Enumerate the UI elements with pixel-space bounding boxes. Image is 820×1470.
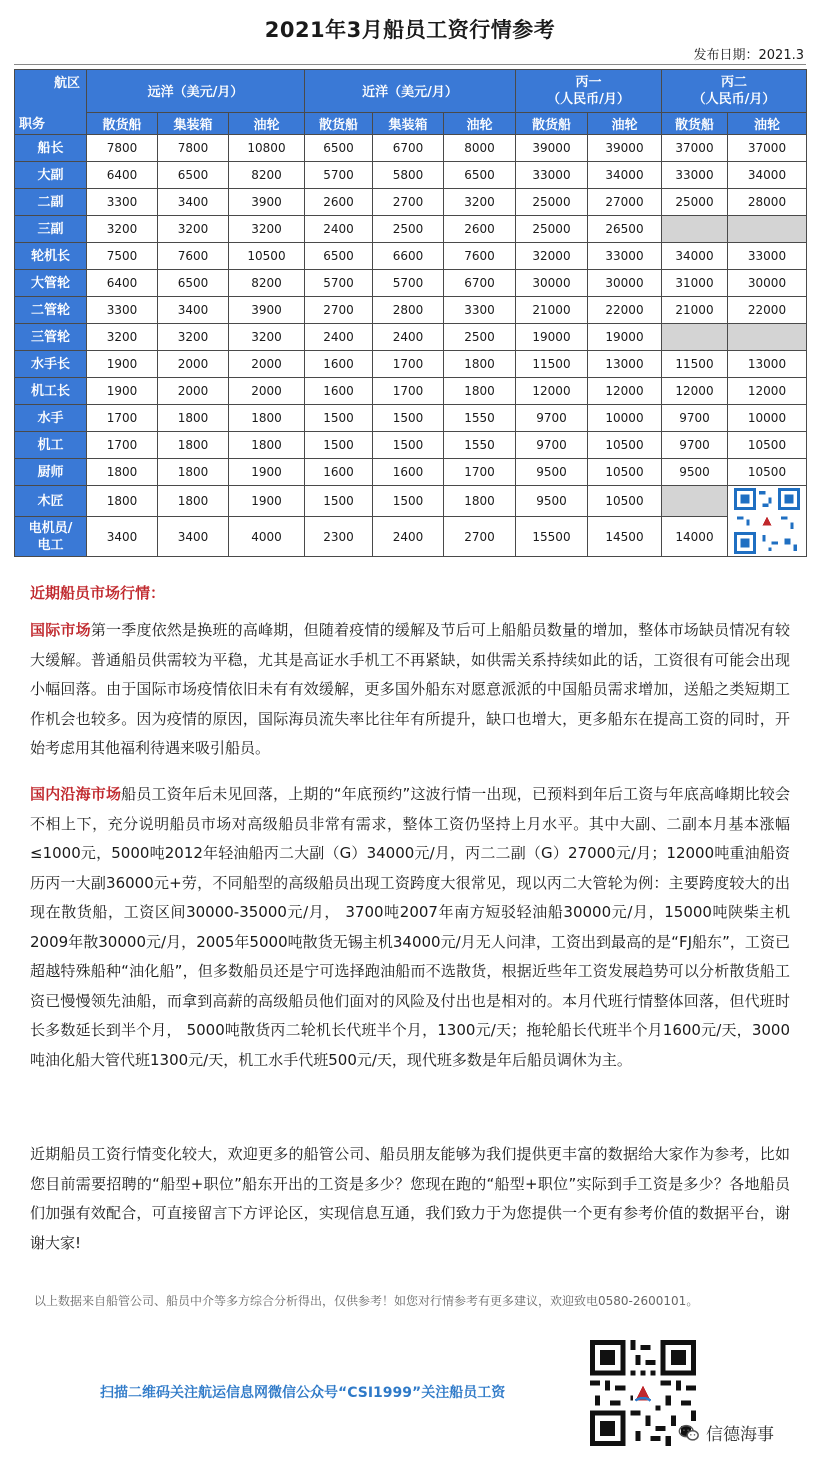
wage-cell: 3900	[229, 189, 305, 216]
publish-date: 发布日期：2021.3	[693, 48, 804, 63]
wage-cell: 25000	[662, 189, 728, 216]
empty-cell	[662, 324, 728, 351]
intl-market-label: 国际市场	[30, 621, 91, 639]
watermark	[678, 1420, 774, 1445]
table-row	[15, 189, 807, 216]
wage-cell: 6700	[444, 270, 516, 297]
role-cell: 二管轮	[15, 297, 87, 324]
wage-cell: 12000	[728, 378, 807, 405]
table-row	[15, 270, 807, 297]
wage-cell: 34000	[662, 243, 728, 270]
table-row	[15, 324, 807, 351]
wage-cell: 12000	[662, 378, 728, 405]
role-cell: 水手	[15, 405, 87, 432]
wage-cell: 1900	[87, 378, 158, 405]
wage-cell: 1550	[444, 405, 516, 432]
wage-cell: 1800	[158, 459, 229, 486]
wage-cell: 1800	[87, 486, 158, 517]
appeal-paragraph: 近期船员工资行情变化较大，欢迎更多的船管公司、船员朋友能够为我们提供更丰富的数据给大家作为参考，比如您目前需要招聘的“船型+职位”船东开出的工资是多少？您现在跑的“船型+职位”实际到手工资是多少？各地船员们加强有效配合，可直接留言下方评论区，实现信息互通，我们致力于为您提供一个更有参考价值的数据平台，谢谢大家!	[30, 1145, 790, 1252]
wage-cell: 9700	[516, 405, 588, 432]
title-divider	[14, 64, 806, 65]
wage-cell: 9700	[662, 432, 728, 459]
qr-cell	[728, 486, 807, 557]
wage-cell: 1800	[444, 486, 516, 517]
wage-cell: 3400	[158, 189, 229, 216]
wage-cell: 1500	[305, 486, 373, 517]
wage-cell: 1600	[373, 459, 444, 486]
wage-cell: 2400	[305, 216, 373, 243]
ship-type-header: 散货船	[516, 112, 588, 134]
ship-type-header: 散货船	[87, 112, 158, 134]
wage-cell: 3400	[158, 517, 229, 557]
wage-cell: 1900	[87, 351, 158, 378]
corner-label-role: 职务	[19, 117, 46, 132]
role-cell: 厨师	[15, 459, 87, 486]
wage-cell: 9500	[516, 486, 588, 517]
wage-cell: 3200	[229, 216, 305, 243]
wage-cell: 5700	[305, 162, 373, 189]
ship-type-header: 油轮	[728, 112, 807, 134]
wage-cell: 30000	[588, 270, 662, 297]
wage-cell: 13000	[728, 351, 807, 378]
wage-cell: 1700	[87, 432, 158, 459]
table-corner-header	[15, 70, 87, 135]
wage-cell: 2000	[158, 378, 229, 405]
role-cell: 机工长	[15, 378, 87, 405]
wage-cell: 2700	[444, 517, 516, 557]
wage-cell: 1500	[373, 486, 444, 517]
wage-cell: 1700	[444, 459, 516, 486]
corner-label-region: 航区	[53, 76, 80, 91]
wage-cell: 3300	[87, 189, 158, 216]
market-heading: 近期船员市场行情：	[30, 584, 166, 602]
role-cell: 大副	[15, 162, 87, 189]
table-row	[15, 378, 807, 405]
wage-cell: 1800	[444, 378, 516, 405]
empty-cell	[662, 216, 728, 243]
wage-cell: 3400	[158, 297, 229, 324]
wage-cell: 3200	[158, 216, 229, 243]
wage-cell: 7500	[87, 243, 158, 270]
wage-cell: 33000	[588, 243, 662, 270]
intl-market-text: 第一季度依然是换班的高峰期，但随着疫情的缓解及节后可上船船员数量的增加，整体市场缺员情况有较大缓解。普通船员供需较为平稳，尤其是高证水手机工不再紧缺，如供需关系持续如此的话，工资很有可能会出现小幅回落。由于国际市场疫情依旧未有有效缓解，更多国外船东对愿意派派的中国船员需求增加，送船之类短期工作机会也较多。因为疫情的原因，国际海员流失率比往年有所提升，缺口也增大，更多船东在提高工资的同时，开始考虑用其他福利待遇来吸引船员。	[30, 621, 790, 757]
table-row	[15, 486, 807, 517]
intl-market-paragraph	[30, 616, 790, 764]
wage-cell: 5700	[305, 270, 373, 297]
wage-cell: 19000	[516, 324, 588, 351]
wage-cell: 11500	[662, 351, 728, 378]
ship-type-header-row	[15, 112, 807, 134]
wage-cell: 2700	[305, 297, 373, 324]
wage-cell: 37000	[728, 135, 807, 162]
wage-cell: 5800	[373, 162, 444, 189]
wage-cell: 2800	[373, 297, 444, 324]
wage-cell: 9700	[516, 432, 588, 459]
wage-cell: 6600	[373, 243, 444, 270]
wage-cell: 2000	[158, 351, 229, 378]
wage-cell: 33000	[662, 162, 728, 189]
wage-cell: 1800	[87, 459, 158, 486]
wage-cell: 14500	[588, 517, 662, 557]
table-row	[15, 297, 807, 324]
scan-qr-instruction: 扫描二维码关注航运信息网微信公众号“CSI1999”关注船员工资	[100, 1385, 506, 1401]
ship-type-header: 散货船	[305, 112, 373, 134]
wage-cell: 21000	[516, 297, 588, 324]
table-row	[15, 216, 807, 243]
wage-cell: 30000	[516, 270, 588, 297]
wage-cell: 10500	[588, 432, 662, 459]
wage-cell: 2000	[229, 351, 305, 378]
wage-cell: 6500	[444, 162, 516, 189]
wage-cell: 1500	[305, 432, 373, 459]
wage-cell: 8200	[229, 270, 305, 297]
ship-type-header: 油轮	[229, 112, 305, 134]
role-cell: 船长	[15, 135, 87, 162]
wage-cell: 15500	[516, 517, 588, 557]
wage-cell: 9700	[662, 405, 728, 432]
wage-cell: 2400	[373, 324, 444, 351]
role-cell: 电机员/ 电工	[15, 517, 87, 557]
wage-cell: 22000	[728, 297, 807, 324]
wage-cell: 8200	[229, 162, 305, 189]
wage-cell: 6500	[158, 270, 229, 297]
wage-cell: 1800	[444, 351, 516, 378]
role-cell: 水手长	[15, 351, 87, 378]
table-row	[15, 135, 807, 162]
wage-cell: 26500	[588, 216, 662, 243]
watermark-text: 信德海事	[706, 1425, 774, 1445]
wage-cell: 10500	[588, 486, 662, 517]
wage-table	[14, 69, 807, 557]
role-cell: 大管轮	[15, 270, 87, 297]
wage-cell: 5700	[373, 270, 444, 297]
ship-type-header: 油轮	[588, 112, 662, 134]
wage-cell: 39000	[516, 135, 588, 162]
wage-cell: 2400	[373, 517, 444, 557]
wage-cell: 30000	[728, 270, 807, 297]
wechat-icon	[678, 1422, 700, 1444]
region-header-ocean: 远洋（美元/月）	[87, 70, 305, 113]
wage-cell: 1500	[373, 432, 444, 459]
wage-cell: 6500	[305, 243, 373, 270]
wage-cell: 3300	[444, 297, 516, 324]
wage-cell: 13000	[588, 351, 662, 378]
table-row	[15, 459, 807, 486]
wage-cell: 11500	[516, 351, 588, 378]
domestic-market-label: 国内沿海市场	[30, 785, 122, 803]
wage-cell: 1700	[373, 378, 444, 405]
wage-cell: 1800	[229, 405, 305, 432]
role-cell: 三副	[15, 216, 87, 243]
ship-type-header: 散货船	[662, 112, 728, 134]
wage-cell: 8000	[444, 135, 516, 162]
wage-cell: 4000	[229, 517, 305, 557]
ship-type-header: 集装箱	[158, 112, 229, 134]
table-row	[15, 432, 807, 459]
empty-cell	[662, 486, 728, 517]
wage-cell: 2000	[229, 378, 305, 405]
wage-table-body	[15, 135, 807, 557]
wage-cell: 2500	[444, 324, 516, 351]
empty-cell	[728, 216, 807, 243]
source-note: 以上数据来自船管公司、船员中介等多方综合分析得出，仅供参考！如您对行情参考有更多建议，欢迎致电0580-2600101。	[34, 1294, 699, 1308]
ship-type-header: 油轮	[444, 112, 516, 134]
wage-cell: 32000	[516, 243, 588, 270]
wage-cell: 3200	[87, 216, 158, 243]
wage-cell: 1900	[229, 486, 305, 517]
region-header-near-sea: 近洋（美元/月）	[305, 70, 516, 113]
wage-cell: 1700	[373, 351, 444, 378]
wage-cell: 10500	[728, 432, 807, 459]
wage-cell: 3400	[87, 517, 158, 557]
wage-cell: 3200	[87, 324, 158, 351]
qr-code-icon	[734, 488, 800, 554]
wage-cell: 10500	[229, 243, 305, 270]
wage-cell: 1800	[229, 432, 305, 459]
wage-cell: 3300	[87, 297, 158, 324]
empty-cell	[728, 324, 807, 351]
table-row	[15, 243, 807, 270]
wage-cell: 1700	[87, 405, 158, 432]
wage-cell: 7600	[158, 243, 229, 270]
wage-cell: 6400	[87, 270, 158, 297]
wage-cell: 1600	[305, 459, 373, 486]
table-row	[15, 405, 807, 432]
wage-cell: 1600	[305, 378, 373, 405]
wage-cell: 39000	[588, 135, 662, 162]
wage-cell: 10500	[588, 459, 662, 486]
ship-type-header: 集装箱	[373, 112, 444, 134]
role-cell: 轮机长	[15, 243, 87, 270]
wage-cell: 34000	[728, 162, 807, 189]
wage-cell: 27000	[588, 189, 662, 216]
wage-cell: 2400	[305, 324, 373, 351]
wage-cell: 6500	[305, 135, 373, 162]
wage-cell: 25000	[516, 189, 588, 216]
wage-cell: 31000	[662, 270, 728, 297]
role-cell: 二副	[15, 189, 87, 216]
wage-cell: 33000	[516, 162, 588, 189]
wage-cell: 12000	[588, 378, 662, 405]
wage-cell: 3200	[158, 324, 229, 351]
wage-cell: 2300	[305, 517, 373, 557]
wage-cell: 12000	[516, 378, 588, 405]
wage-cell: 34000	[588, 162, 662, 189]
wage-cell: 10000	[588, 405, 662, 432]
wage-cell: 6500	[158, 162, 229, 189]
wage-cell: 2600	[305, 189, 373, 216]
wage-cell: 21000	[662, 297, 728, 324]
wage-cell: 1500	[305, 405, 373, 432]
role-cell: 机工	[15, 432, 87, 459]
wage-cell: 3200	[229, 324, 305, 351]
wage-cell: 25000	[516, 216, 588, 243]
table-row	[15, 351, 807, 378]
domestic-market-text: 船员工资年后未见回落，上期的“年底预约”这波行情一出现，已预料到年后工资与年底高峰期比较会不相上下，充分说明船员市场对高级船员非常有需求，整体工资仍坚持上月水平。其中大副、二副本月基本涨幅≤1000元，5000吨2012年轻油船丙二大副（G）34000元/月，丙二二副（G）27000元/月；12000吨重油船资历丙一大副36000元+劳，不同船型的高级船员出现工资跨度大很常见，现以丙二大管轮为例：主要跨度较大的出现在散货船，工资区间30000-35000元/月， 3700吨2007年南方短驳轻油船30000元/月，15000吨陕柴主机2009年散30000元/月，2005年5000吨散货无锡主机34000元/月无人问津，工资出到最高的是“FJ船东”，工资已超越特殊船种“油化船”，但多数船员还是宁可选择跑油船而不选散货，根据近些年工资发展趋势可以分析散货船工资已慢慢领先油船，而拿到高薪的高级船员他们面对的风险及付出也是相对的。本月代班行情整体回落，但代班时长多数延长到半个月， 5000吨散货丙二轮机长代班半个月，1300元/天；拖轮船长代班半个月1600元/天，3000吨油化船大管代班1300元/天，机工水手代班500元/天，现代班多数是年后船员调休为主。	[30, 785, 790, 1069]
region-header-bing1: 丙一 （人民币/月）	[516, 70, 662, 113]
wage-cell: 6700	[373, 135, 444, 162]
wage-cell: 3200	[444, 189, 516, 216]
wage-cell: 9500	[516, 459, 588, 486]
region-header-bing2: 丙二 （人民币/月）	[662, 70, 807, 113]
wage-cell: 1900	[229, 459, 305, 486]
wage-cell: 2500	[373, 216, 444, 243]
wage-cell: 19000	[588, 324, 662, 351]
wage-cell: 10500	[728, 459, 807, 486]
wage-cell: 37000	[662, 135, 728, 162]
wage-cell: 1800	[158, 432, 229, 459]
domestic-market-paragraph	[30, 780, 790, 1075]
role-cell: 三管轮	[15, 324, 87, 351]
table-row	[15, 517, 807, 557]
wage-cell: 9500	[662, 459, 728, 486]
wage-cell: 3900	[229, 297, 305, 324]
role-cell: 木匠	[15, 486, 87, 517]
wage-cell: 28000	[728, 189, 807, 216]
wage-cell: 22000	[588, 297, 662, 324]
wage-cell: 10000	[728, 405, 807, 432]
wage-cell: 7800	[87, 135, 158, 162]
wage-cell: 7800	[158, 135, 229, 162]
wage-cell: 1600	[305, 351, 373, 378]
wage-cell: 10800	[229, 135, 305, 162]
wage-cell: 2600	[444, 216, 516, 243]
wage-cell: 14000	[662, 517, 728, 557]
wage-cell: 1500	[373, 405, 444, 432]
page-title: 2021年3月船员工资行情参考	[264, 18, 556, 42]
wage-cell: 7600	[444, 243, 516, 270]
wage-cell: 1550	[444, 432, 516, 459]
wage-cell: 1800	[158, 486, 229, 517]
wage-cell: 2700	[373, 189, 444, 216]
wage-cell: 1800	[158, 405, 229, 432]
wage-cell: 33000	[728, 243, 807, 270]
table-row	[15, 162, 807, 189]
wage-cell: 6400	[87, 162, 158, 189]
